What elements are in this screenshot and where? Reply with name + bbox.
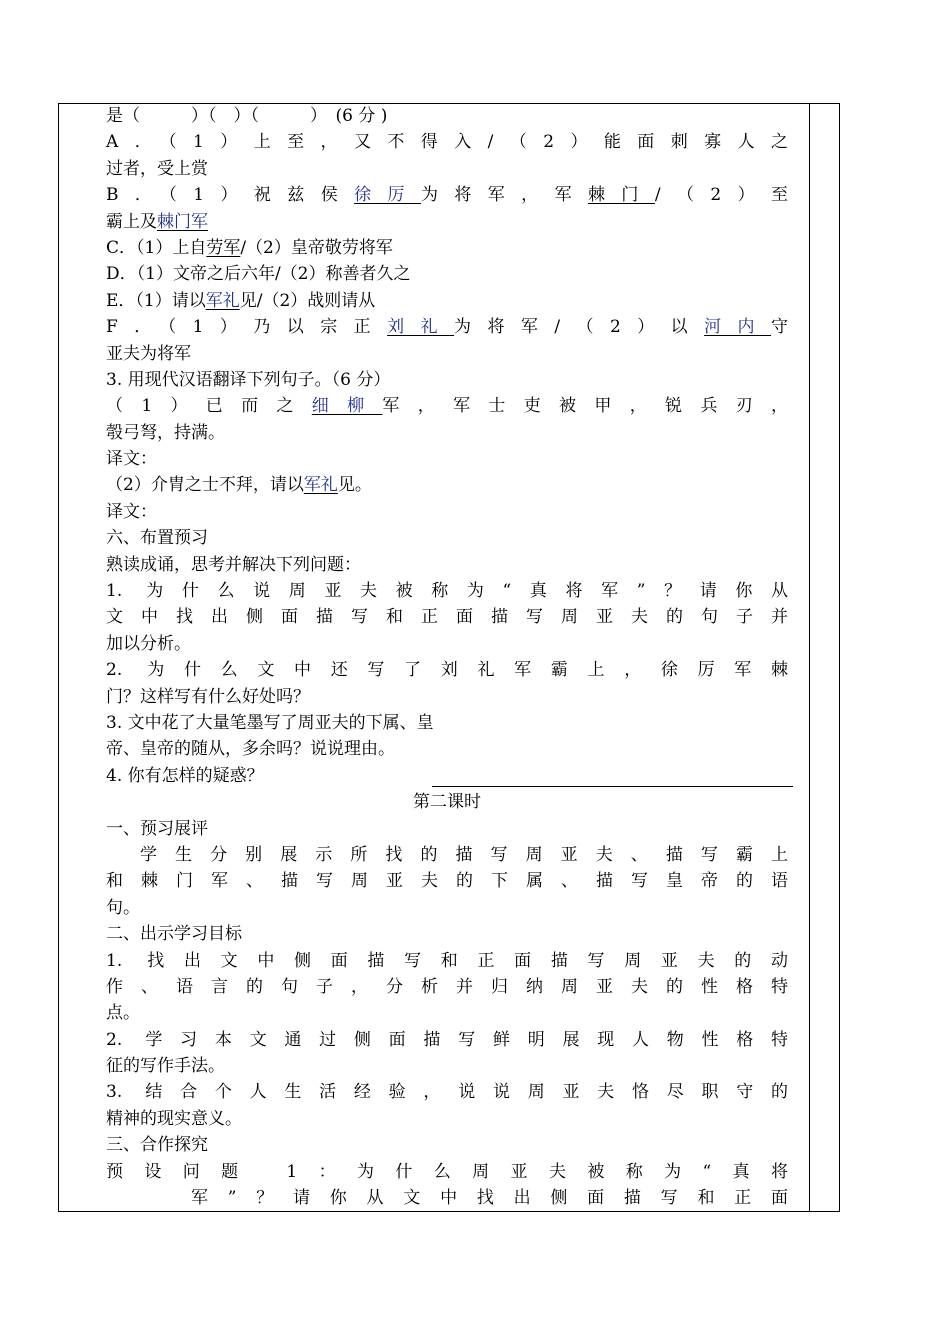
option-b-line: B．（1）祝兹侯徐厉为将军，军棘门/（2）至 [106,185,789,206]
link-xu-li[interactable]: 徐厉 [354,185,421,206]
preview-q4: 4. 你有怎样的疑惑？ [106,765,264,786]
goal-3: 3. 结合个人生活经验，说说周亚夫恪尽职守的 [106,1082,788,1103]
section-heading-three: 三、合作探究 [106,1135,208,1156]
link-liu-li[interactable]: 刘礼 [387,317,454,338]
table-column-divider [809,103,810,1212]
section-heading-six: 六、布置预习 [106,528,208,549]
link-he-nei[interactable]: 河内 [704,317,771,338]
preview-q3-cont: 帝、皇帝的随从，多余吗？说说理由。 [106,739,395,760]
preview-review-end: 句。 [106,897,140,918]
goal-1-end: 点。 [106,1003,140,1024]
preview-review-text: 学生分别展示所找的描写周亚夫、描写霸上 [140,844,788,865]
option-c-line: C．（1）上自劳军/（2）皇帝敬劳将军 [106,237,393,258]
link-jun-li-2[interactable]: 军礼 [303,475,338,496]
goal-3-cont: 精神的现实意义。 [106,1108,242,1129]
preview-q1-cont: 文中找出侧面描写和正面描写周亚夫的句子并 [106,607,788,628]
preview-review-cont: 和棘门军、描写周亚夫的下属、描写皇帝的语 [106,871,788,892]
translation-label-2: 译文： [106,501,157,522]
section-heading-two: 二、出示学习目标 [106,924,242,945]
goal-2: 2. 学习本文通过侧面描写鲜明展现人物性格特 [106,1029,788,1050]
translate-sentence-2: （2）介胄之士不拜，请以军礼见。 [106,475,372,496]
preview-q3: 3. 文中花了大量笔墨写了周亚夫的下属、皇 [106,712,434,733]
preview-q1-end: 加以分析。 [106,633,191,654]
underlined-ji-men: 棘门 [588,185,655,206]
option-f-cont: 亚夫为将军 [106,343,191,364]
goal-1-cont: 作、语言的句子，分析并归纳周亚夫的性格特 [106,976,788,997]
translate-question: 3. 用现代汉语翻译下列句子。（6 分） [106,369,391,390]
preview-q2-cont: 门？这样写有什么好处吗？ [106,686,310,707]
preview-instruction: 熟读成诵，思考并解决下列问题： [106,554,361,575]
link-ji-men-jun[interactable]: 棘门军 [157,211,208,232]
goal-1: 1. 找出文中侧面描写和正面描写周亚夫的动 [106,950,788,971]
lesson-content [106,103,788,1211]
question-blank-line: 是（ ）（ ）（ ） (6 分 ) [106,106,388,126]
option-e-line: E．（1）请以军礼见/（2）战则请从 [106,290,376,311]
preview-q2: 2. 为什么文中还写了刘礼军霸上，徐厉军棘 [106,660,788,681]
preview-q1: 1. 为什么说周亚夫被称为“真将军”？请你从 [106,581,788,602]
underlined-lao-jun: 劳军 [206,237,241,258]
translate-sentence-1-cont: 彀弓弩，持满。 [106,422,225,443]
answer-blank-line [432,786,793,787]
section-heading-one: 一、预习展评 [106,818,208,839]
goal-2-cont: 征的写作手法。 [106,1056,225,1077]
option-a-cont: 过者，受上赏 [106,158,208,179]
option-a-line: A．（1）上至，又不得入/（2）能面刺寡人之 [106,132,788,153]
translate-sentence-1: （1）已而之细柳军，军士吏被甲，锐兵刃， [106,396,788,417]
option-f-line: F．（1）乃以宗正刘礼为将军/（2）以河内守 [106,317,788,338]
preset-question-1-cont: 军”？请你从文中找出侧面描写和正面 [191,1188,788,1209]
second-lesson-title: 第二课时 [413,792,481,813]
preset-question-1: 预设问题 1：为什么周亚夫被称为“真将 [106,1161,788,1182]
translation-label-1: 译文： [106,449,157,470]
option-b-cont: 霸上及棘门军 [106,211,208,232]
link-jun-li[interactable]: 军礼 [205,290,240,311]
option-d-line: D．（1）文帝之后六年/（2）称善者久之 [106,264,411,285]
link-xi-liu[interactable]: 细柳 [311,396,383,417]
